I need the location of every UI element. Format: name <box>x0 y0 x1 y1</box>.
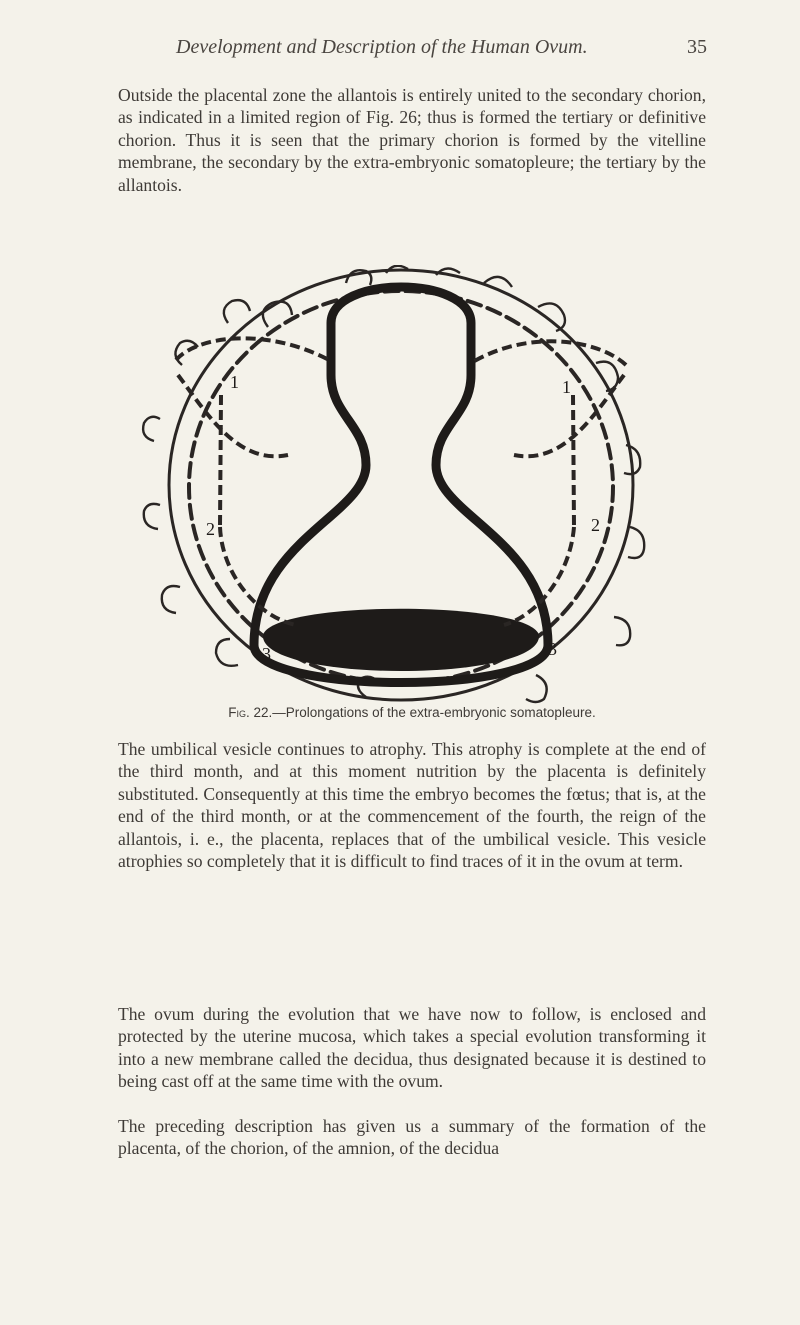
embryo-yolk-dark <box>263 609 539 671</box>
numeral-3-left: 3 <box>262 644 271 664</box>
figure-caption <box>118 705 706 720</box>
numeral-2-left: 2 <box>206 519 215 539</box>
running-title: Development and Description of the Human Ovum. <box>176 36 588 58</box>
paragraph-2: The umbilical vesicle continues to atrophy. This atrophy is complete at the end of the third month, and at this moment nutrition by the placenta is definitely substituted. Consequently at this time the embryo becomes the fœtus; that is, at the end of the third month, or at the commencement of the fourth, the reign of the allantois, i. e., the placenta, replaces that of the umbilical vesicle. This vesicle atrophies so completely that it is difficult to find traces of it in the ovum at term. <box>118 739 706 872</box>
numeral-1-right: 1 <box>562 377 571 397</box>
paragraph-3: The ovum during the evolution that we have now to follow, is enclosed and protected by the uterine mucosa, which takes a special evolution transforming it into a new membrane called the decidua, thus designated because it is destined to being cast off at the same time with the ovum. <box>118 1004 706 1092</box>
figure-label: Fig. 22. <box>228 705 273 720</box>
numeral-1-left: 1 <box>230 372 239 392</box>
paragraph-4: The preceding description has given us a summary of the formation of the placenta, of the chorion, of the amnion, of the decidua <box>118 1116 706 1159</box>
paragraph-1: Outside the placental zone the allantois is entirely united to the secondary chorion, as indicated in a limited region of Fig. 26; thus is formed the tertiary or definitive chorion. Thus it is seen that the primary chorion is formed by the vitelline membrane, the secondary by the extra-embryonic somatopleure; the tertiary by the allantois. <box>118 85 706 195</box>
numeral-2-right: 2 <box>591 515 600 535</box>
embryo-diagram <box>118 265 706 705</box>
stalk-lines <box>176 338 626 625</box>
figure-caption-text: —Prolongations of the extra-embryonic somatopleure. <box>272 705 596 720</box>
running-head <box>118 36 707 68</box>
page-number: 35 <box>687 36 707 58</box>
numeral-3-right: 3 <box>548 639 557 659</box>
